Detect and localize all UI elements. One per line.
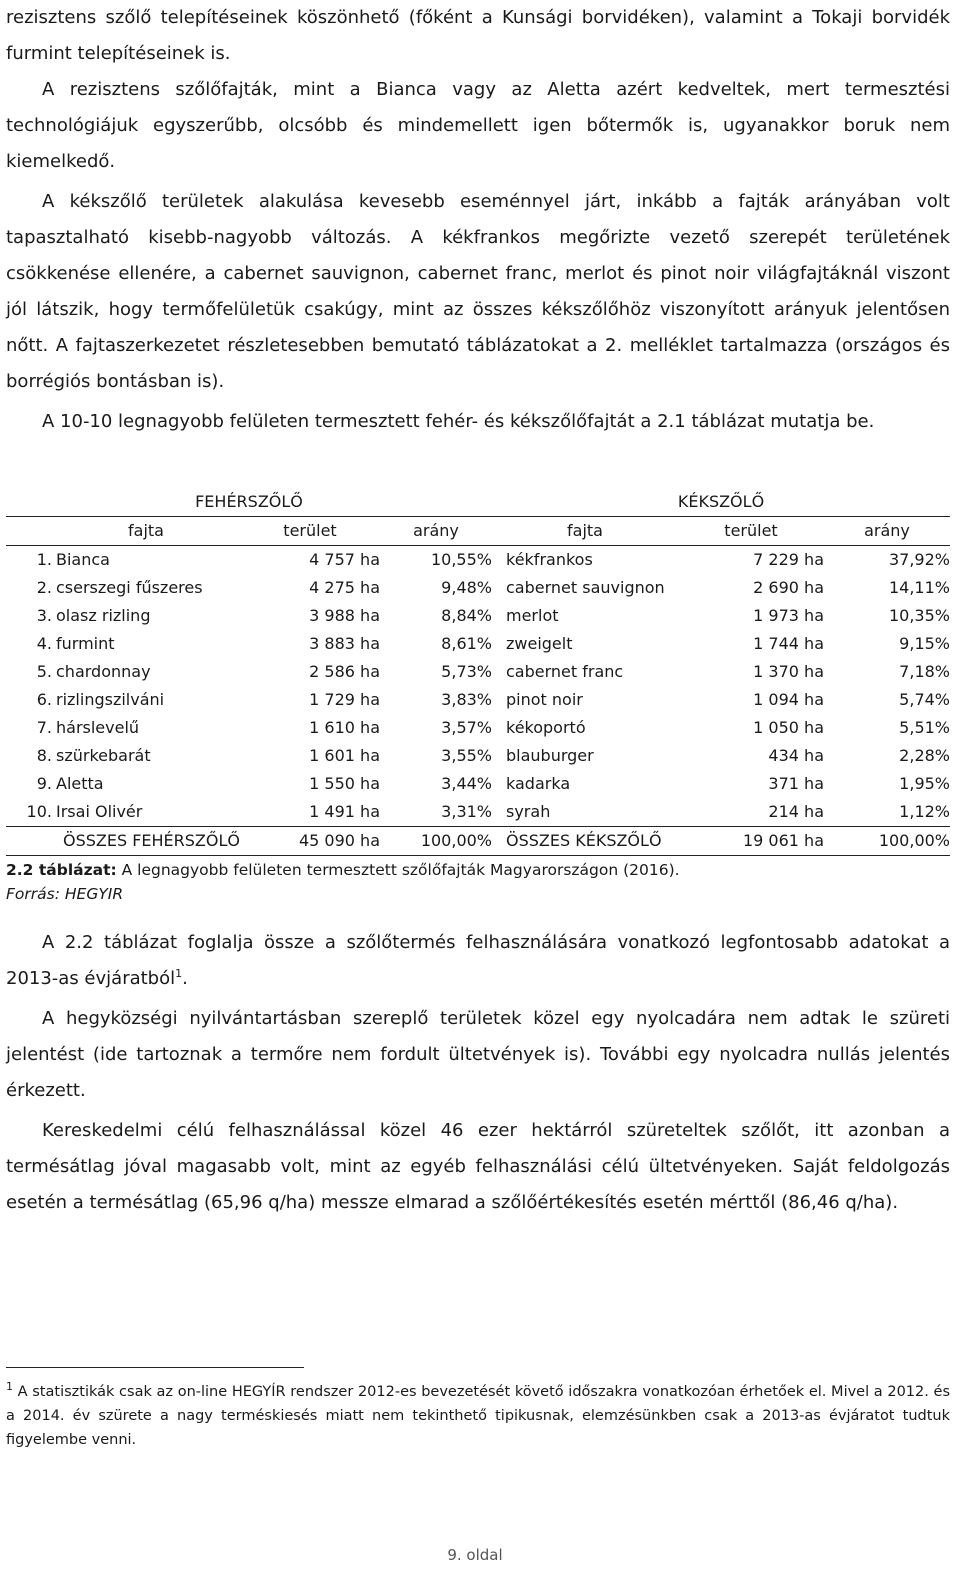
red-variety-name: kékoportó bbox=[506, 718, 586, 737]
red-variety-area: 1 973 ha bbox=[753, 606, 824, 625]
table-column-header-row bbox=[6, 517, 950, 546]
red-variety-name: blauburger bbox=[506, 746, 594, 765]
grape-variety-table bbox=[6, 488, 950, 856]
table-caption bbox=[6, 858, 950, 906]
white-variety-area: 1 550 ha bbox=[309, 774, 380, 793]
page-number: 9. oldal bbox=[447, 1546, 503, 1564]
white-variety-name: Irsai Olivér bbox=[56, 802, 143, 821]
table-row bbox=[6, 742, 950, 770]
white-variety-share: 8,84% bbox=[441, 606, 492, 625]
red-variety-share: 37,92% bbox=[888, 550, 950, 569]
total-red-label: ÖSSZES KÉKSZŐLŐ bbox=[492, 827, 678, 856]
white-variety-name: cserszegi fűszeres bbox=[56, 578, 203, 597]
white-variety-share: 3,57% bbox=[441, 718, 492, 737]
red-variety-name: zweigelt bbox=[506, 634, 573, 653]
red-variety-name: cabernet sauvignon bbox=[506, 578, 665, 597]
red-variety-share: 9,15% bbox=[899, 634, 950, 653]
rank-number: 10. bbox=[26, 802, 52, 821]
paragraph: A hegyközségi nyilvántartásban szereplő területek közel egy nyolcadára nem adtak le szüreti jelentést (ide tartoznak a termőre nem fordult ültetvények is). További egy nyolcadra nullás jelentés érkezett. bbox=[6, 1008, 950, 1101]
white-variety-area: 1 491 ha bbox=[309, 802, 380, 821]
body-text-top bbox=[6, 0, 950, 440]
white-variety-share: 3,44% bbox=[441, 774, 492, 793]
red-variety-area: 1 094 ha bbox=[753, 690, 824, 709]
table-row bbox=[6, 798, 950, 827]
red-variety-area: 1 370 ha bbox=[753, 662, 824, 681]
total-red-area: 19 061 ha bbox=[678, 827, 824, 856]
footnote-text: A statisztikák csak az on-line HEGYÍR rendszer 2012-es bevezetését követő időszakra vonatkozóan érhetőek el. Mivel a 2012. és a 2014. év szürete a nagy terméskiesés miatt nem tekinthető tipikusnak, elemzésünkben csak a 2013-as évjáratot tudtuk figyelembe venni. bbox=[6, 1384, 950, 1448]
group-header-white: FEHÉRSZŐLŐ bbox=[6, 488, 492, 517]
red-variety-area: 1 744 ha bbox=[753, 634, 824, 653]
column-header-share: arány bbox=[380, 517, 492, 546]
rank-number: 7. bbox=[36, 718, 52, 737]
white-variety-name: chardonnay bbox=[56, 662, 151, 681]
column-header-variety: fajta bbox=[52, 517, 240, 546]
white-variety-share: 9,48% bbox=[441, 578, 492, 597]
paragraph: A rezisztens szőlőfajták, mint a Bianca vagy az Aletta azért kedveltek, mert termesztési technológiájuk egyszerűbb, olcsóbb és mindemellett igen bőtermők is, ugyanakkor boruk nem kiemelkedő. bbox=[6, 79, 950, 172]
white-variety-share: 3,55% bbox=[441, 746, 492, 765]
footnote-divider bbox=[6, 1367, 304, 1368]
column-header-area: terület bbox=[240, 517, 380, 546]
table-row bbox=[6, 686, 950, 714]
table-row bbox=[6, 602, 950, 630]
caption-text: A legnagyobb felületen termesztett szőlőfajták Magyarországon (2016). bbox=[116, 861, 680, 879]
red-variety-name: cabernet franc bbox=[506, 662, 624, 681]
paragraph: rezisztens szőlő telepítéseinek köszönhető (főként a Kunsági borvidéken), valamint a Tokaji borvidék furmint telepítéseinek is. bbox=[6, 7, 950, 64]
rank-number: 4. bbox=[36, 634, 52, 653]
red-variety-share: 5,74% bbox=[899, 690, 950, 709]
total-red-share: 100,00% bbox=[824, 827, 950, 856]
rank-number: 9. bbox=[36, 774, 52, 793]
paragraph: A 2.2 táblázat foglalja össze a szőlőtermés felhasználására vonatkozó legfontosabb adatokat a 2013-as évjáratból$^1$. bbox=[6, 932, 950, 989]
rank-number: 8. bbox=[36, 746, 52, 765]
red-variety-area: 371 ha bbox=[768, 774, 824, 793]
rank-number: 2. bbox=[36, 578, 52, 597]
red-variety-name: syrah bbox=[506, 802, 551, 821]
white-variety-area: 1 610 ha bbox=[309, 718, 380, 737]
table-row bbox=[6, 574, 950, 602]
table-row bbox=[6, 546, 950, 575]
white-variety-name: furmint bbox=[56, 634, 115, 653]
white-variety-area: 4 757 ha bbox=[309, 550, 380, 569]
total-white-label: ÖSSZES FEHÉRSZŐLŐ bbox=[6, 827, 240, 856]
total-white-share: 100,00% bbox=[380, 827, 492, 856]
group-header-red: KÉKSZŐLŐ bbox=[492, 488, 950, 517]
caption-source: Forrás: HEGYIR bbox=[6, 885, 124, 903]
red-variety-area: 2 690 ha bbox=[753, 578, 824, 597]
paragraph: A kékszőlő területek alakulása kevesebb eseménnyel járt, inkább a fajták arányában volt tapasztalható kisebb-nagyobb változás. A kékfrankos megőrizte vezető szerepét területének csökkenése ellenére, a cabernet sauvignon, cabernet franc, merlot és pinot noir világfajtáknál viszont jól látszik, hogy termőfelületük csakúgy, mint az összes kékszőlőhöz viszonyított arányuk jelentősen nőtt. A fajtaszerkezetet részletesebben bemutató táblázatokat a 2. melléklet tartalmazza (országos és borrégiós bontásban is). bbox=[6, 191, 950, 392]
red-variety-area: 434 ha bbox=[768, 746, 824, 765]
body-text-bottom bbox=[6, 925, 950, 1221]
red-variety-name: kékfrankos bbox=[506, 550, 593, 569]
white-variety-share: 3,83% bbox=[441, 690, 492, 709]
footnote-reference[interactable]: 1 bbox=[175, 967, 183, 980]
total-white-area: 45 090 ha bbox=[240, 827, 380, 856]
table-row bbox=[6, 658, 950, 686]
column-header-variety: fajta bbox=[492, 517, 678, 546]
white-variety-share: 5,73% bbox=[441, 662, 492, 681]
white-variety-area: 4 275 ha bbox=[309, 578, 380, 597]
red-variety-share: 5,51% bbox=[899, 718, 950, 737]
white-variety-name: szürkebarát bbox=[56, 746, 151, 765]
red-variety-area: 7 229 ha bbox=[753, 550, 824, 569]
caption-label: 2.2 táblázat: bbox=[6, 861, 117, 879]
white-variety-name: olasz rizling bbox=[56, 606, 151, 625]
table-group-header-row bbox=[6, 488, 950, 517]
white-variety-area: 2 586 ha bbox=[309, 662, 380, 681]
column-header-area: terület bbox=[678, 517, 824, 546]
white-variety-area: 1 601 ha bbox=[309, 746, 380, 765]
footnote-mark: 1 bbox=[6, 1380, 13, 1394]
red-variety-area: 1 050 ha bbox=[753, 718, 824, 737]
red-variety-share: 7,18% bbox=[899, 662, 950, 681]
red-variety-share: 1,95% bbox=[899, 774, 950, 793]
red-variety-share: 10,35% bbox=[888, 606, 950, 625]
white-variety-area: 3 883 ha bbox=[309, 634, 380, 653]
red-variety-name: pinot noir bbox=[506, 690, 583, 709]
table-row bbox=[6, 770, 950, 798]
red-variety-name: merlot bbox=[506, 606, 559, 625]
table-row bbox=[6, 630, 950, 658]
rank-number: 1. bbox=[36, 550, 52, 569]
table-total-row bbox=[6, 827, 950, 856]
white-variety-name: Bianca bbox=[56, 550, 110, 569]
white-variety-share: 8,61% bbox=[441, 634, 492, 653]
red-variety-name: kadarka bbox=[506, 774, 571, 793]
red-variety-share: 2,28% bbox=[899, 746, 950, 765]
rank-number: 3. bbox=[36, 606, 52, 625]
column-header-share: arány bbox=[824, 517, 950, 546]
white-variety-name: rizlingszilváni bbox=[56, 690, 165, 709]
white-variety-name: hárslevelű bbox=[56, 718, 140, 737]
red-variety-area: 214 ha bbox=[768, 802, 824, 821]
white-variety-share: 3,31% bbox=[441, 802, 492, 821]
footnote bbox=[6, 1380, 950, 1452]
rank-number: 5. bbox=[36, 662, 52, 681]
red-variety-share: 14,11% bbox=[888, 578, 950, 597]
white-variety-area: 1 729 ha bbox=[309, 690, 380, 709]
white-variety-share: 10,55% bbox=[430, 550, 492, 569]
white-variety-name: Aletta bbox=[56, 774, 104, 793]
table-row bbox=[6, 714, 950, 742]
rank-number: 6. bbox=[36, 690, 52, 709]
white-variety-area: 3 988 ha bbox=[309, 606, 380, 625]
paragraph: A 10-10 legnagyobb felületen termesztett fehér- és kékszőlőfajtát a 2.1 táblázat mutatja be. bbox=[42, 411, 875, 432]
red-variety-share: 1,12% bbox=[899, 802, 950, 821]
paragraph: Kereskedelmi célú felhasználással közel 46 ezer hektárról szüreteltek szőlőt, itt azonban a termésátlag jóval magasabb volt, mint az egyéb felhasználási célú ültetvényeken. Saját feldolgozás esetén a termésátlag (65,96 q/ha) messze elmarad a szőlőértékesítés esetén mérttől (86,46 q/ha). bbox=[6, 1120, 950, 1213]
